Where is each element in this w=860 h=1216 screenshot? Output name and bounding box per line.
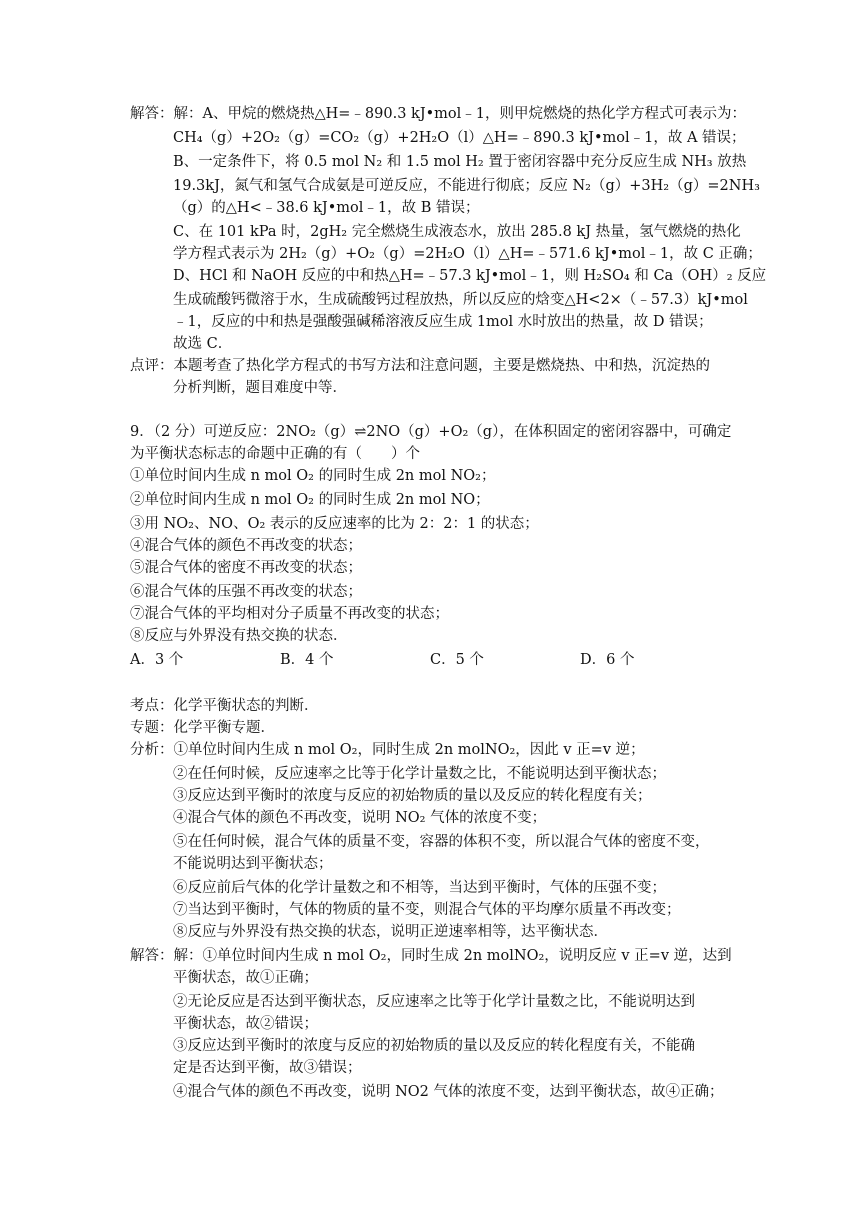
question-item: ⑦混合气体的平均相对分子质量不再改变的状态； <box>130 606 449 622</box>
analysis-line: 分析：①单位时间内生成 n mol O₂，同时生成 2n molNO₂，因此 v 正=v 逆； <box>130 742 645 758</box>
analysis-line: ⑤在任何时候，混合气体的质量不变，容器的体积不变，所以混合气体的密度不变， <box>173 834 710 850</box>
answer-line: 19.3kJ，氮气和氢气合成氨是可逆反应，不能进行彻底；反应 N₂（g）+3H₂（g）=2NH₃ <box>173 178 760 194</box>
analysis-line: ⑥反应前后气体的化学计量数之和不相等，当达到平衡时，气体的压强不变； <box>173 880 666 896</box>
topic-line: 专题：化学平衡专题． <box>130 720 275 736</box>
option-d: D．6 个 <box>580 652 635 668</box>
answer-line: B、一定条件下，将 0.5 mol N₂ 和 1.5 mol H₂ 置于密闭容器中充分反应生成 NH₃ 放热 <box>173 154 747 170</box>
solution-line: ④混合气体的颜色不再改变，说明 NO2 气体的浓度不变，达到平衡状态，故④正确； <box>173 1084 724 1100</box>
question-item: ③用 NO₂、NO、O₂ 表示的反应速率的比为 2：2：1 的状态； <box>130 516 539 532</box>
topic-line: 考点：化学平衡状态的判断． <box>130 698 319 714</box>
analysis-line: ②在任何时候，反应速率之比等于化学计量数之比，不能说明达到平衡状态； <box>173 766 666 782</box>
analysis-line: ③反应达到平衡时的浓度与反应的初始物质的量以及反应的转化程度有关； <box>173 788 652 804</box>
solution-line: ②无论反应是否达到平衡状态，反应速率之比等于化学计量数之比，不能说明达到 <box>173 994 695 1010</box>
answer-line: D、HCl 和 NaOH 反应的中和热△H=﹣57.3 kJ•mol﹣1，则 H₂SO₄ 和 Ca（OH）₂ 反应 <box>173 268 767 284</box>
analysis-line: ⑧反应与外界没有热交换的状态，说明正逆速率相等，达平衡状态． <box>173 924 608 940</box>
solution-line: ③反应达到平衡时的浓度与反应的初始物质的量以及反应的转化程度有关，不能确 <box>173 1038 695 1054</box>
solution-line: 平衡状态，故②错误； <box>173 1016 318 1032</box>
solution-line: 解答：解：①单位时间内生成 n mol O₂，同时生成 2n molNO₂，说明反应 v 正=v 逆，达到 <box>130 948 732 964</box>
answer-line: C、在 101 kPa 时，2gH₂ 完全燃烧生成液态水，放出 285.8 kJ 热量，氢气燃烧的热化 <box>173 224 741 240</box>
option-b: B．4 个 <box>280 652 334 668</box>
question-item: ⑤混合气体的密度不再改变的状态； <box>130 560 362 576</box>
answer-line: 故选 C． <box>173 336 233 352</box>
question-item: ①单位时间内生成 n mol O₂ 的同时生成 2n mol NO₂； <box>130 468 496 484</box>
analysis-line: 不能说明达到平衡状态； <box>173 856 333 872</box>
answer-line: 生成硫酸钙微溶于水，生成硫酸钙过程放热，所以反应的焓变△H<2×（﹣57.3）kJ•mol <box>173 292 748 308</box>
analysis-line: ④混合气体的颜色不再改变，说明 NO₂ 气体的浓度不变； <box>173 810 547 826</box>
option-c: C．5 个 <box>430 652 484 668</box>
question-item: ②单位时间内生成 n mol O₂ 的同时生成 2n mol NO； <box>130 492 490 508</box>
answer-line: ﹣1，反应的中和热是强酸强碱稀溶液反应生成 1mol 水时放出的热量，故 D 错误； <box>173 314 713 330</box>
analysis-line: ⑦当达到平衡时，气体的物质的量不变，则混合气体的平均摩尔质量不再改变； <box>173 902 681 918</box>
answer-line: （g）的△H<﹣38.6 kJ•mol﹣1，故 B 错误； <box>173 200 480 216</box>
comment-line: 分析判断，题目难度中等． <box>173 380 347 396</box>
question-item: ⑧反应与外界没有热交换的状态． <box>130 628 348 644</box>
solution-line: 定是否达到平衡，故③错误； <box>173 1060 362 1076</box>
comment-line: 点评：本题考查了热化学方程式的书写方法和注意问题，主要是燃烧热、中和热，沉淀热的 <box>130 358 710 374</box>
option-a: A．3 个 <box>130 652 184 668</box>
solution-line: 平衡状态，故①正确； <box>173 970 318 986</box>
question-stem: 为平衡状态标志的命题中正确的有（ ）个 <box>130 446 420 462</box>
answer-line: 学方程式表示为 2H₂（g）+O₂（g）=2H₂O（l）△H=﹣571.6 kJ•mol﹣1，故 C 正确； <box>173 246 762 262</box>
answer-line: CH₄（g）+2O₂（g）=CO₂（g）+2H₂O（l）△H=﹣890.3 kJ•mol﹣1，故 A 错误； <box>173 130 746 146</box>
answer-line: 解答：解：A、甲烷的燃烧热△H=﹣890.3 kJ•mol﹣1，则甲烷燃烧的热化学方程式可表示为： <box>130 106 747 122</box>
question-item: ⑥混合气体的压强不再改变的状态； <box>130 584 362 600</box>
question-stem: 9．（2 分）可逆反应：2NO₂（g）⇌2NO（g）+O₂（g），在体积固定的密闭容器中，可确定 <box>130 424 732 440</box>
question-item: ④混合气体的颜色不再改变的状态； <box>130 538 362 554</box>
